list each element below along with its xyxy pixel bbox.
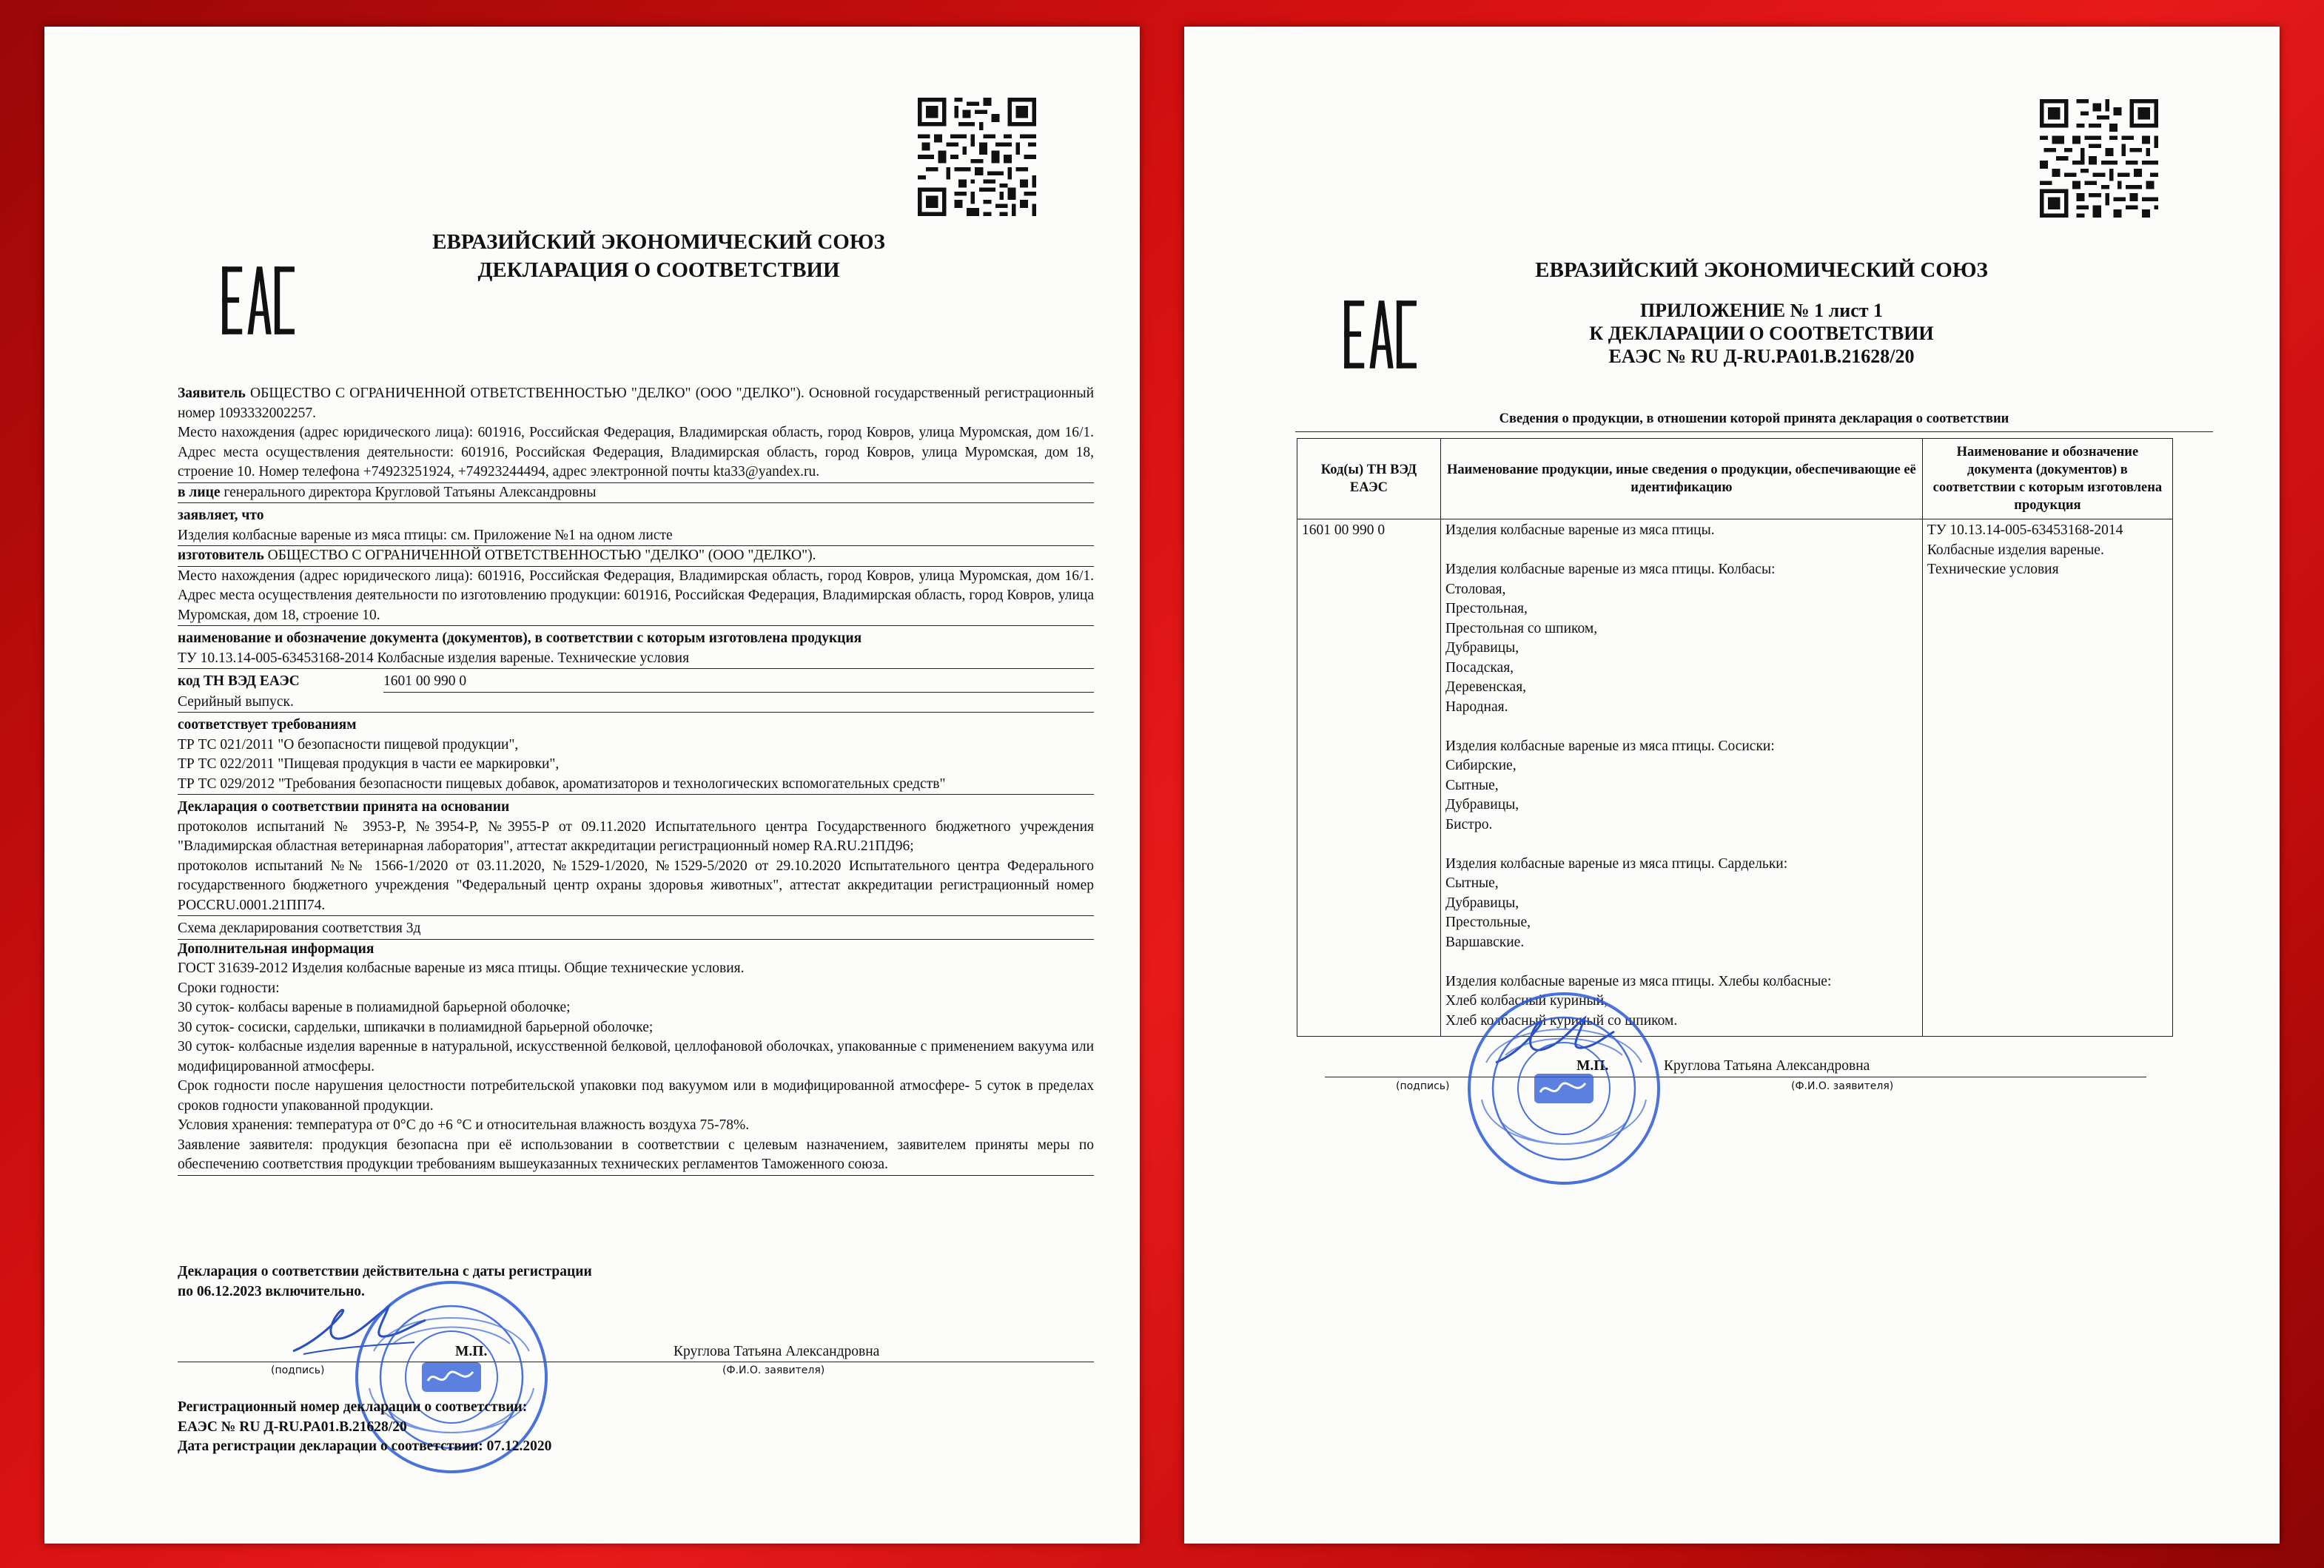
annex-page bbox=[1184, 27, 2280, 1544]
signature-caption: (подпись) bbox=[1396, 1080, 1450, 1092]
declaration-body bbox=[178, 384, 1094, 1176]
product-line: Престольные, bbox=[1445, 915, 1531, 930]
product-line: Деревенская, bbox=[1445, 679, 1527, 695]
product-line: Престольная со шпиком, bbox=[1445, 620, 1598, 636]
scheme-text: Схема декларирования соответствия 3д bbox=[178, 919, 1094, 940]
reg-date: Дата регистрации декларации о соответствии: 07.12.2020 bbox=[178, 1439, 552, 1454]
code-cell: 1601 00 990 0 bbox=[1297, 519, 1441, 1037]
basis-text: протоколов испытаний №№ 1566-1/2020 от 03.11.2020, №1529-1/2020, №1529-5/2020 от 29.10.2020 Испытательного центра Федерального государственного бюджетного учреждения "Федеральный центр охраны здоровья животных", аттестат аккредитации регистрационный номер РОССRU.0001.21ПП74. bbox=[178, 857, 1094, 917]
product-line: Изделия колбасные вареные из мяса птицы. Сардельки: bbox=[1445, 855, 1788, 872]
validity-line: Декларация о соответствии действительна с даты регистрации bbox=[178, 1264, 592, 1279]
annex-title: ПРИЛОЖЕНИЕ № 1 лист 1 bbox=[1639, 300, 1884, 321]
product-line: Изделия колбасные вареные из мяса птицы. Колбасы: bbox=[1445, 562, 1776, 577]
product-line: Изделия колбасные вареные из мяса птицы. Хлебы колбасные: bbox=[1445, 973, 1832, 989]
signer-name: Круглова Татьяна Александровна bbox=[674, 1344, 880, 1359]
person-text: генерального директора Кругловой Татьяны Александровны bbox=[224, 484, 597, 500]
serial-text: Серийный выпуск. bbox=[178, 693, 1094, 713]
product-line: Бистро. bbox=[1445, 816, 1493, 832]
doc-text: ТУ 10.13.14-005-63453168-2014 Колбасные изделия вареные. Технические условия bbox=[178, 649, 1094, 670]
registration-block bbox=[178, 1398, 844, 1457]
annex-number: ЕАЭС № RU Д-RU.PA01.B.21628/20 bbox=[1608, 346, 1915, 367]
applicant-label: Заявитель bbox=[178, 386, 246, 401]
product-line: Дубравицы, bbox=[1445, 797, 1519, 812]
applicant-address: Место нахождения (адрес юридического лица): 601916, Российская Федерация, Владимирская область, город Ковров, улица Муромская, дом 16/1. Адрес места осуществления деятельности: 601916, Российская Федерация, Владимирская область, город Ковров, улица Муромская, дом 18, строение 10. Номер телефона +74923251924, +74923244494, адрес электронной почты kta33@yandex.ru. bbox=[178, 423, 1094, 483]
signer-name: Круглова Татьяна Александровна bbox=[1664, 1058, 1870, 1074]
header-title: ДЕКЛАРАЦИЯ О СООТВЕТСТВИИ bbox=[477, 258, 840, 282]
declares-text: Изделия колбасные вареные из мяса птицы: см. Приложение №1 на одном листе bbox=[178, 526, 1094, 547]
product-line: Престольная, bbox=[1445, 601, 1528, 616]
additional-item: 30 суток- колбасы вареные в полиамидной барьерной оболочке; bbox=[178, 1000, 571, 1015]
fio-caption: (Ф.И.О. заявителя) bbox=[722, 1365, 825, 1376]
additional-item: ГОСТ 31639-2012 Изделия колбасные вареные из мяса птицы. Общие технические условия. bbox=[178, 960, 745, 976]
signature-caption: (подпись) bbox=[271, 1365, 325, 1376]
declares-label: заявляет, что bbox=[178, 508, 264, 523]
doc-label: наименование и обозначение документа (документов), в соответствии с которым изготовлена продукция bbox=[178, 630, 862, 646]
basis-text: протоколов испытаний № 3953-Р, №3954-Р, №3955-Р от 09.11.2020 Испытательного центра Государственного бюджетного учреждения "Владимирская областная ветеринарная лаборатория", аттестат аккредитации регистрационный номер RA.RU.21ПД96; bbox=[178, 818, 1094, 854]
product-line: Изделия колбасные вареные из мяса птицы. Сосиски: bbox=[1445, 738, 1775, 754]
product-line: Дубравицы, bbox=[1445, 895, 1519, 911]
basis-label: Декларация о соответствии принята на основании bbox=[178, 799, 510, 815]
header-union: ЕВРАЗИЙСКИЙ ЭКОНОМИЧЕСКИЙ СОЮЗ bbox=[432, 230, 885, 254]
fio-caption: (Ф.И.О. заявителя) bbox=[1791, 1080, 1894, 1092]
additional-item: Заявление заявителя: продукция безопасна при её использовании в соответствии с целевым назначением, заявителем приняты меры по обеспечению соответствия продукции требованиям вышеуказанных технических регламентов Таможенного союза. bbox=[178, 1136, 1094, 1176]
mp-label: М.П. bbox=[455, 1344, 488, 1359]
requirement-item: ТР ТС 029/2012 "Требования безопасности пищевых добавок, ароматизаторов и технологических вспомогательных средств" bbox=[178, 775, 1094, 795]
product-line: Посадская, bbox=[1445, 659, 1514, 676]
product-line: Сибирские, bbox=[1445, 758, 1517, 773]
code-value: 1601 00 990 0 bbox=[383, 672, 1094, 693]
additional-item: Условия хранения: температура от 0°С до +6 °С и относительная влажность воздуха 75-78%. bbox=[178, 1117, 750, 1133]
product-cell bbox=[1440, 519, 1922, 1037]
reg-label: Регистрационный номер декларации о соответствии: bbox=[178, 1399, 528, 1415]
product-table bbox=[1297, 438, 2173, 1037]
code-label: код ТН ВЭД ЕАЭС bbox=[178, 673, 300, 689]
person-block bbox=[178, 483, 1094, 504]
applicant-text: ОБЩЕСТВО С ОГРАНИЧЕННОЙ ОТВЕТСТВЕННОСТЬЮ "ДЕЛКО" (ООО "ДЕЛКО"). Основной государственный регистрационный номер 1093332002257. bbox=[178, 386, 1095, 421]
qr-code bbox=[918, 98, 1036, 216]
table-row bbox=[1297, 519, 2173, 1037]
code-row bbox=[178, 672, 1094, 693]
product-line: Сытные, bbox=[1445, 875, 1499, 891]
product-line: Дубравицы, bbox=[1445, 640, 1519, 656]
person-label: в лице bbox=[178, 484, 221, 500]
product-spacer bbox=[1445, 835, 1918, 855]
table-header-row bbox=[1297, 439, 2173, 519]
column-header-document: Наименование и обозначение документа (документов) в соответствии с которым изготовлена продукция bbox=[1922, 439, 2172, 519]
qr-code bbox=[2040, 99, 2158, 218]
annex-header bbox=[1391, 299, 2132, 368]
column-header-code: Код(ы) ТН ВЭД ЕАЭС bbox=[1297, 439, 1441, 519]
additional-item: Срок годности после нарушения целостности потребительской упаковки под вакуумом или в модифицированной атмосфере- 5 суток в пределах сроков годности упакованной продукции. bbox=[178, 1078, 1094, 1114]
table-title: Сведения о продукции, в отношении которой принята декларация о соответствии bbox=[1499, 411, 2009, 426]
manufacturer-text: ОБЩЕСТВО С ОГРАНИЧЕННОЙ ОТВЕТСТВЕННОСТЬЮ "ДЕЛКО" (ООО "ДЕЛКО"). bbox=[267, 548, 816, 563]
declaration-page bbox=[44, 27, 1140, 1544]
mp-label: М.П. bbox=[1576, 1058, 1609, 1074]
manufacturer-address: Место нахождения (адрес юридического лица): 601916, Российская Федерация, Владимирская область, город Ковров, улица Муромская, дом 16/1. Адрес места осуществления деятельности по изготовлению продукции: 601916, Российская Федерация, Владимирская область, город Ковров, улица Муромская, дом 18, строение 10. bbox=[178, 567, 1094, 627]
additional-item: Сроки годности: bbox=[178, 980, 280, 996]
manufacturer-label: изготовитель bbox=[178, 548, 264, 563]
page-header: ЕВРАЗИЙСКИЙ ЭКОНОМИЧЕСКИЙ СОЮЗ bbox=[1535, 258, 1988, 282]
product-line: Изделия колбасные вареные из мяса птицы. bbox=[1445, 522, 1715, 538]
product-line: Столовая, bbox=[1445, 581, 1506, 597]
product-spacer bbox=[1445, 541, 1918, 561]
annex-subtitle: К ДЕКЛАРАЦИИ О СООТВЕТСТВИИ bbox=[1589, 323, 1934, 344]
additional-item: 30 суток- сосиски, сардельки, шпикачки в полиамидной барьерной оболочке; bbox=[178, 1019, 654, 1035]
additional-label: Дополнительная информация bbox=[178, 941, 375, 957]
manufacturer-block bbox=[178, 546, 1094, 567]
product-spacer bbox=[1445, 952, 1918, 972]
page-header bbox=[289, 228, 1029, 284]
requirements-label: соответствует требованиям bbox=[178, 717, 357, 733]
applicant-block bbox=[178, 384, 1094, 423]
product-line: Сытные, bbox=[1445, 777, 1499, 793]
reg-number: ЕАЭС № RU Д-RU.PA01.B.21628/20 bbox=[178, 1419, 407, 1435]
document-cell: ТУ 10.13.14-005-63453168-2014 Колбасные изделия вареные. Технические условия bbox=[1922, 519, 2172, 1037]
product-line: Варшавские. bbox=[1445, 934, 1525, 950]
requirement-item: ТР ТС 021/2011 "О безопасности пищевой продукции", bbox=[178, 736, 519, 753]
product-line: Народная. bbox=[1445, 699, 1508, 715]
requirement-item: ТР ТС 022/2011 "Пищевая продукция в части ее маркировки", bbox=[178, 756, 560, 772]
product-line: Хлеб колбасный куриный, bbox=[1445, 993, 1608, 1009]
additional-item: 30 суток- колбасные изделия варенные в натуральной, искусственной белковой, целлофановой оболочках, упакованные с применением вакуума или модифицированной атмосферы. bbox=[178, 1039, 1094, 1074]
table-title-rule bbox=[1295, 431, 2213, 432]
validity-line: по 06.12.2023 включительно. bbox=[178, 1283, 365, 1299]
company-stamp bbox=[1464, 989, 1664, 1188]
eac-logo bbox=[219, 262, 296, 339]
product-spacer bbox=[1445, 717, 1918, 737]
column-header-product: Наименование продукции, иные сведения о продукции, обеспечивающие её идентификацию bbox=[1440, 439, 1922, 519]
product-line: Хлеб колбасный куриный со шпиком. bbox=[1445, 1012, 1678, 1029]
